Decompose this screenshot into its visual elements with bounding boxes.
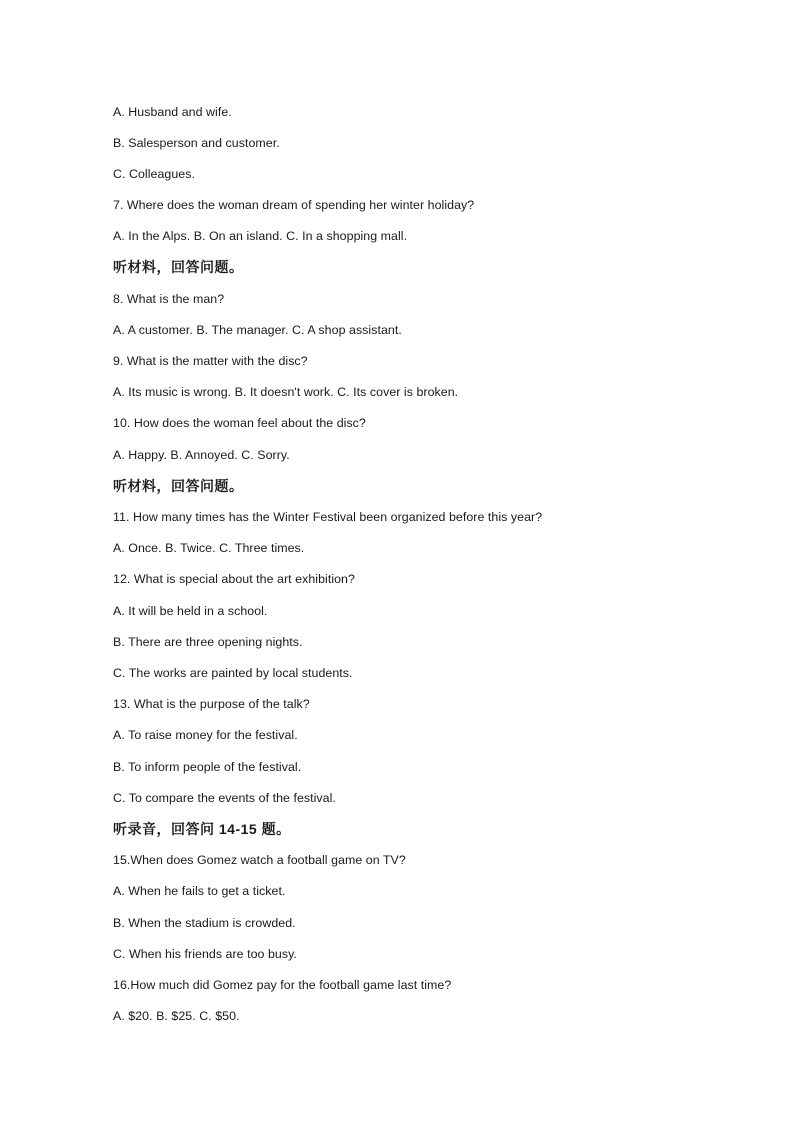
question-text: 11. How many times has the Winter Festival been organized before this year? (113, 510, 543, 524)
answer-option: A. A customer. B. The manager. C. A shop assistant. (113, 323, 402, 337)
answer-option: A. To raise money for the festival. (113, 728, 298, 742)
question-text: 9. What is the matter with the disc? (113, 354, 308, 368)
answer-option: B. Salesperson and customer. (113, 136, 280, 150)
answer-option: A. Once. B. Twice. C. Three times. (113, 541, 305, 555)
answer-option: A. In the Alps. B. On an island. C. In a shopping mall. (113, 229, 408, 243)
question-text: 13. What is the purpose of the talk? (113, 697, 310, 711)
answer-option: C. To compare the events of the festival. (113, 791, 336, 805)
answer-option: B. There are three opening nights. (113, 635, 303, 649)
section-heading: 听材料，回答问题。 (113, 259, 244, 275)
answer-option: C. Colleagues. (113, 167, 195, 181)
answer-option: C. When his friends are too busy. (113, 947, 297, 961)
question-text: 8. What is the man? (113, 292, 225, 306)
question-text: 15.When does Gomez watch a football game on TV? (113, 853, 406, 867)
answer-option: A. $20. B. $25. C. $50. (113, 1009, 240, 1023)
answer-option: A. Its music is wrong. B. It doesn't work. C. Its cover is broken. (113, 385, 459, 399)
section-heading: 听录音，回答问 14-15 题。 (113, 821, 291, 837)
answer-option: A. When he fails to get a ticket. (113, 884, 286, 898)
answer-option: C. The works are painted by local students. (113, 666, 353, 680)
answer-option: A. Husband and wife. (113, 105, 232, 119)
question-text: 16.How much did Gomez pay for the football game last time? (113, 978, 452, 992)
section-heading: 听材料，回答问题。 (113, 478, 244, 494)
question-text: 12. What is special about the art exhibition? (113, 572, 355, 586)
answer-option: A. It will be held in a school. (113, 604, 268, 618)
question-text: 7. Where does the woman dream of spending her winter holiday? (113, 198, 475, 212)
answer-option: B. When the stadium is crowded. (113, 916, 296, 930)
answer-option: B. To inform people of the festival. (113, 760, 302, 774)
question-text: 10. How does the woman feel about the disc? (113, 416, 366, 430)
answer-option: A. Happy. B. Annoyed. C. Sorry. (113, 448, 290, 462)
